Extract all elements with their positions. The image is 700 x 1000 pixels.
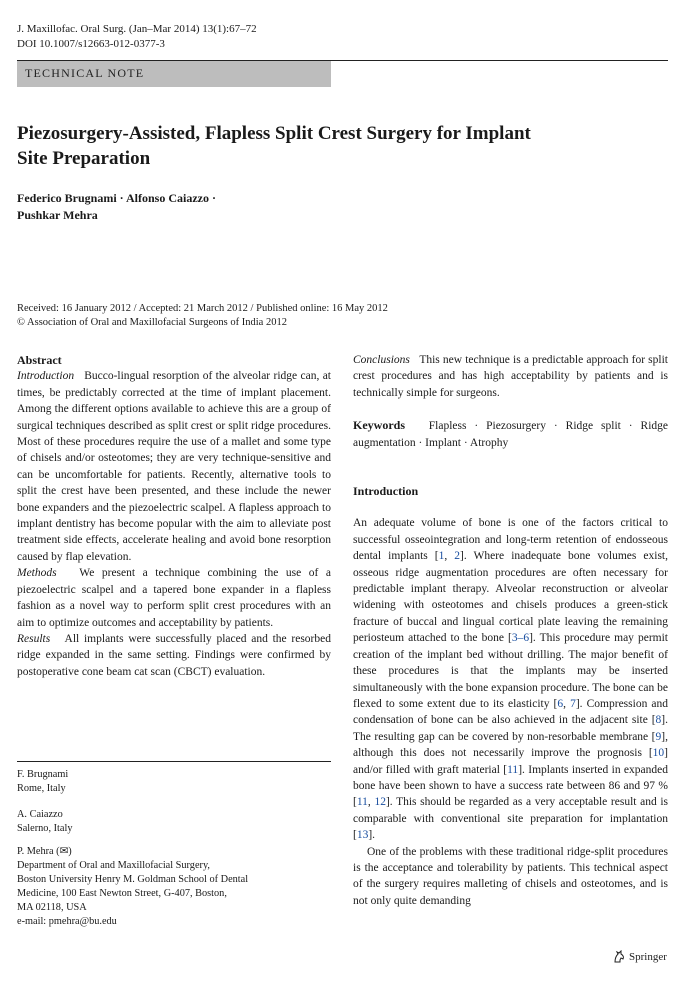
citation-link[interactable]: 13 bbox=[356, 829, 369, 842]
abstract-results-label: Results bbox=[17, 632, 51, 645]
paragraph-text: ]. This should be regarded as a very acceptable result and is comparable with conventional site preparation for implantation [ bbox=[353, 796, 669, 842]
affiliation-line: Salerno, Italy bbox=[17, 823, 73, 834]
right-column bbox=[353, 352, 668, 909]
author-email[interactable]: e-mail: pmehra@bu.edu bbox=[17, 916, 117, 927]
journal-citation: J. Maxillofac. Oral Surg. (Jan–Mar 2014) 13(1):67–72 bbox=[17, 23, 257, 35]
paragraph-text: ]. The resulting gap can be covered by non-resorbable membrane [ bbox=[353, 714, 668, 743]
affiliation-line: Department of Oral and Maxillofacial Surgery, bbox=[17, 860, 211, 871]
abstract-conclusions-text: This new technique is a predictable approach for split crest procedures and has high acceptability by patients and is technically simple for surgeons. bbox=[353, 354, 668, 399]
citation-link[interactable]: 7 bbox=[570, 697, 576, 710]
paragraph-text: ]. bbox=[368, 829, 376, 842]
citation-link[interactable]: 3–6 bbox=[511, 632, 530, 645]
abstract-methods-text: We present a technique combining the use of a piezoelectric scalpel and a tapered bone expander in a flapless fashion as a novel way to perform split crest procedures with an aim to optimize outcomes and acceptability by patients. bbox=[17, 567, 332, 629]
paragraph-text: ]. This procedure may permit creation of the implant bed without drilling. The major benefit of these procedures is that the implants may be inserted simultaneously with the bone expansion procedure. The bone can be flexed to some extent due to its elasticity [ bbox=[353, 632, 668, 710]
springer-horse-icon bbox=[612, 950, 626, 964]
abstract-conclusions bbox=[353, 352, 668, 401]
citation-link[interactable]: 1 bbox=[438, 550, 445, 563]
abstract-methods bbox=[17, 565, 331, 631]
keywords-label: Keywords bbox=[353, 418, 405, 433]
abstract-intro-text: Bucco-lingual resorption of the alveolar ridge can, at times, be predictably corrected at the time of implant placement. Among the different options available to achieve this are a group of surgical techniques described as split crest or split ridge procedures. Most of these procedures require the use of a mallet and some type of chisels and/or osteotomes; they are very technique-sensitive and can be uncomfortable for patients. Recently, alternative tools to split the crest have been presented, and these include the newer bone expanders and the piezoelectric scalpel. A flapless approach to implant dentistry has become popular with the aim to alleviate post treatment side effects, accelerate healing and avoid bone resorption caused by flap elevation. bbox=[17, 370, 332, 563]
authors-line-1: Federico Brugnami · Alfonso Caiazzo · bbox=[17, 191, 216, 205]
abstract-results-text: All implants were successfully placed and the resorbed ridge expanded in the same setting. Findings were confirmed by postoperative cone beam cat scan (CBCT) evaluation. bbox=[17, 632, 331, 678]
citation-link[interactable]: 11 bbox=[356, 796, 368, 809]
title-line-1: Piezosurgery-Assisted, Flapless Split Crest Surgery for Implant bbox=[17, 123, 531, 144]
introduction-paragraph-2: One of the problems with these traditional ridge-split procedures is the acceptance and tolerability by patients. This technical aspect of the surgery requires malleting of chisels and osteotomes, and is not only quite demanding bbox=[353, 845, 668, 907]
citation-link[interactable]: 2 bbox=[454, 550, 460, 563]
introduction-paragraph-1 bbox=[353, 515, 668, 843]
publisher-logo bbox=[612, 950, 667, 964]
affiliation-line: Medicine, 100 East Newton Street, G-407, Boston, bbox=[17, 888, 227, 899]
publication-dates: Received: 16 January 2012 / Accepted: 21 March 2012 / Published online: 16 May 2012 bbox=[17, 303, 388, 314]
affiliation-mehra bbox=[17, 845, 331, 929]
paragraph-text: , bbox=[563, 697, 571, 710]
paragraph-text: ] and/or filled with graft material [ bbox=[353, 747, 668, 776]
affiliation-line: P. Mehra (✉) bbox=[17, 846, 72, 857]
section-tag: TECHNICAL NOTE bbox=[17, 61, 331, 87]
abstract-heading: Abstract bbox=[17, 353, 62, 367]
article-history bbox=[17, 302, 677, 330]
affiliation-line: MA 02118, USA bbox=[17, 902, 87, 913]
affiliation-line: A. Caiazzo bbox=[17, 809, 63, 820]
authors-line-2: Pushkar Mehra bbox=[17, 208, 98, 222]
paragraph-text: ], although this does not necessarily improve the prognosis [ bbox=[353, 730, 668, 760]
citation-link[interactable]: 11 bbox=[507, 763, 519, 776]
citation-link[interactable]: 9 bbox=[655, 730, 662, 743]
citation-link[interactable]: 6 bbox=[557, 697, 564, 710]
citation-link[interactable]: 8 bbox=[655, 714, 662, 727]
paragraph-text: ]. Where inadequate bone volumes exist, osseous ridge augmentation procedures are often necessary for predictable implant therapy. Alveolar reconstruction or alveolar widening with osteotomes and chisels produces a green-stick fracture of buccal and lingual cortical plate leaving the remaining periosteum attached to the bone [ bbox=[353, 550, 668, 645]
doi[interactable]: DOI 10.1007/s12663-012-0377-3 bbox=[17, 38, 165, 50]
citation-link[interactable]: 12 bbox=[374, 796, 386, 809]
keywords bbox=[353, 417, 668, 451]
publisher-name: Springer bbox=[629, 951, 667, 963]
paragraph-text: , bbox=[444, 550, 455, 563]
paragraph-text: ]. Compression and condensation of bone can be also achieved in the adjacent site [ bbox=[353, 697, 668, 727]
abstract-intro-label: Introduction bbox=[17, 370, 75, 383]
affiliation-caiazzo bbox=[17, 808, 331, 836]
author-list bbox=[17, 190, 417, 224]
paragraph-text: An adequate volume of bone is one of the factors critical to successful osseointegration and long-term retention of endosseous dental implants [ bbox=[353, 517, 668, 563]
introduction-heading: Introduction bbox=[353, 484, 419, 499]
citation-link[interactable]: 10 bbox=[652, 747, 665, 760]
title-line-2: Site Preparation bbox=[17, 148, 151, 169]
affiliation-line: F. Brugnami bbox=[17, 769, 69, 780]
keywords-text: Flapless · Piezosurgery · Ridge split · Ridge augmentation · Implant · Atrophy bbox=[353, 420, 669, 449]
left-column bbox=[17, 352, 331, 680]
abstract-introduction bbox=[17, 368, 331, 565]
journal-reference bbox=[17, 22, 257, 52]
abstract-results bbox=[17, 631, 331, 680]
abstract-methods-label: Methods bbox=[17, 567, 57, 580]
paragraph-text: ]. Implants inserted in expanded bone have been shown to have a success rate between 86 and 97 % [ bbox=[353, 763, 668, 809]
affiliation-brugnami bbox=[17, 768, 331, 796]
paragraph-text: , bbox=[367, 796, 375, 809]
affiliation-line: Rome, Italy bbox=[17, 783, 66, 794]
copyright-line: © Association of Oral and Maxillofacial Surgeons of India 2012 bbox=[17, 317, 287, 328]
article-title bbox=[17, 121, 657, 171]
abstract-conclusions-label: Conclusions bbox=[353, 354, 410, 366]
affiliation-rule bbox=[17, 761, 331, 762]
affiliation-line: Boston University Henry M. Goldman School of Dental bbox=[17, 874, 249, 885]
